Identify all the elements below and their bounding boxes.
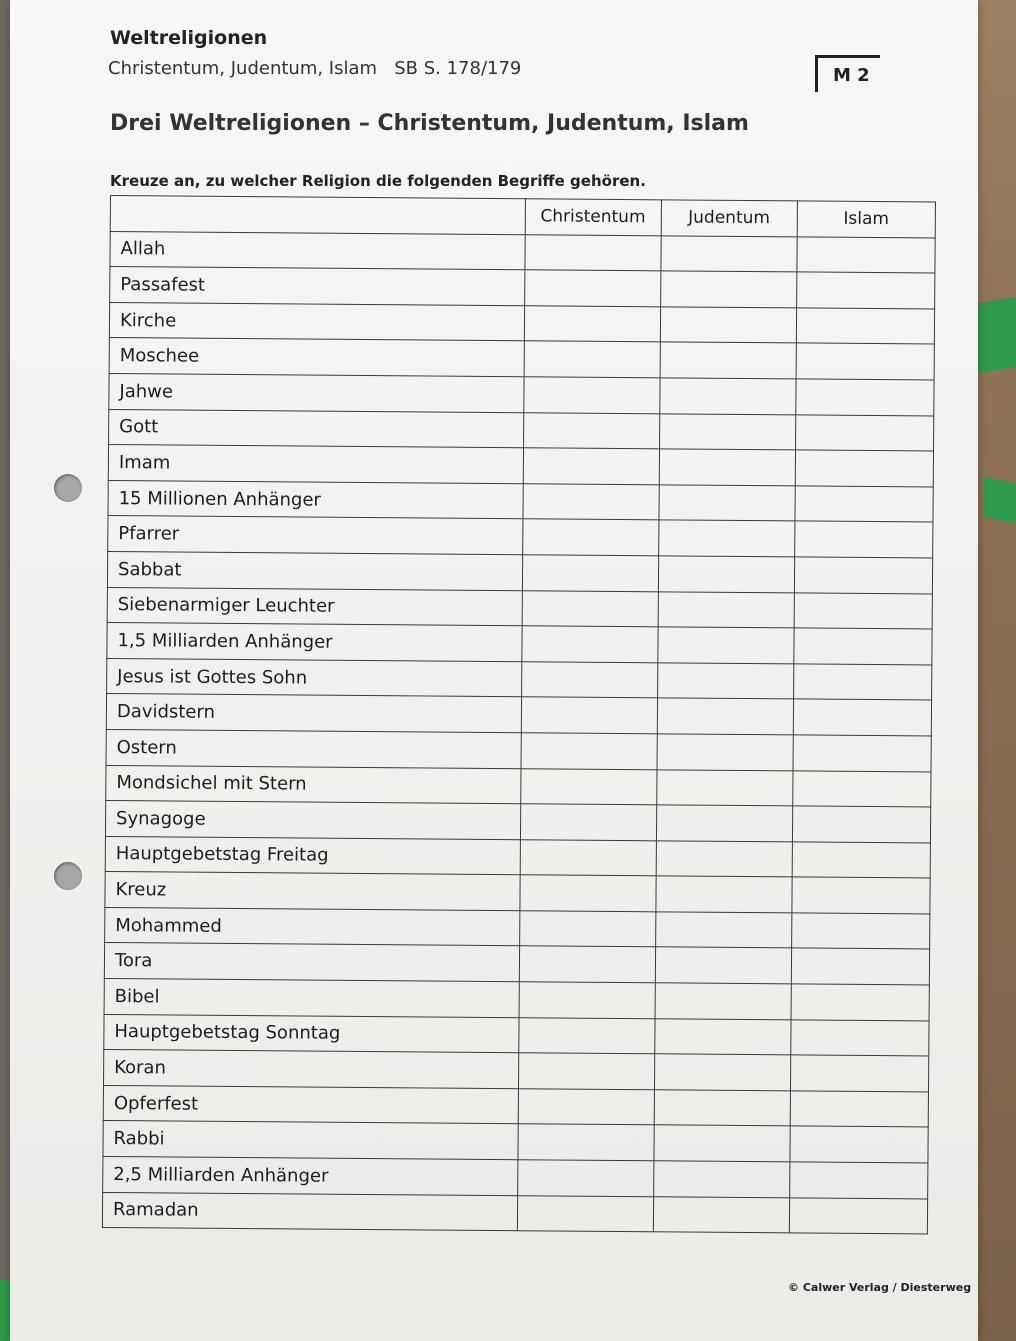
checkbox-cell-islam[interactable] bbox=[796, 272, 934, 309]
term-label: Siebenarmiger Leuchter bbox=[107, 587, 522, 626]
checkbox-cell-judentum[interactable] bbox=[657, 734, 793, 771]
header-judentum: Judentum bbox=[661, 200, 797, 237]
checkbox-cell-islam[interactable] bbox=[794, 557, 932, 594]
checkbox-cell-islam[interactable] bbox=[791, 948, 929, 985]
term-label: Koran bbox=[104, 1050, 519, 1089]
checkbox-cell-islam[interactable] bbox=[794, 521, 932, 558]
checkbox-cell-judentum[interactable] bbox=[657, 698, 793, 735]
checkbox-cell-judentum[interactable] bbox=[656, 805, 792, 842]
checkbox-cell-christentum[interactable] bbox=[524, 341, 660, 378]
checkbox-cell-islam[interactable] bbox=[791, 1020, 929, 1057]
religion-table bbox=[102, 195, 936, 1235]
material-badge-label: M 2 bbox=[833, 65, 870, 86]
term-label: Jesus ist Gottes Sohn bbox=[107, 658, 522, 697]
term-label: 2,5 Milliarden Anhänger bbox=[103, 1157, 518, 1196]
checkbox-cell-judentum[interactable] bbox=[659, 485, 795, 522]
term-label: Mohammed bbox=[105, 907, 520, 946]
checkbox-cell-christentum[interactable] bbox=[519, 982, 655, 1019]
checkbox-cell-islam[interactable] bbox=[797, 236, 935, 273]
checkbox-cell-islam[interactable] bbox=[793, 699, 931, 736]
checkbox-cell-judentum[interactable] bbox=[660, 342, 796, 379]
checkbox-cell-christentum[interactable] bbox=[521, 661, 657, 698]
checkbox-cell-christentum[interactable] bbox=[518, 1089, 654, 1126]
term-label: Jahwe bbox=[109, 373, 524, 412]
checkbox-cell-judentum[interactable] bbox=[660, 271, 796, 308]
checkbox-cell-christentum[interactable] bbox=[522, 519, 658, 556]
header-subtitle: Christentum, Judentum, Islam SB S. 178/179 bbox=[108, 58, 522, 79]
checkbox-cell-judentum[interactable] bbox=[658, 520, 794, 557]
punch-hole-lower bbox=[54, 862, 82, 890]
checkbox-cell-islam[interactable] bbox=[791, 984, 929, 1021]
header-christentum: Christentum bbox=[525, 199, 661, 236]
checkbox-cell-islam[interactable] bbox=[795, 486, 933, 523]
checkbox-cell-christentum[interactable] bbox=[520, 875, 656, 912]
checkbox-cell-islam[interactable] bbox=[790, 1126, 928, 1163]
term-label: Bibel bbox=[104, 979, 519, 1018]
checkbox-cell-judentum[interactable] bbox=[656, 769, 792, 806]
checkbox-cell-christentum[interactable] bbox=[522, 590, 658, 627]
checkbox-cell-christentum[interactable] bbox=[523, 448, 659, 485]
checkbox-cell-christentum[interactable] bbox=[520, 804, 656, 841]
checkbox-cell-judentum[interactable] bbox=[654, 1018, 790, 1055]
term-label: Davidstern bbox=[106, 694, 521, 733]
term-label: Rabbi bbox=[103, 1121, 518, 1160]
checkbox-cell-christentum[interactable] bbox=[520, 839, 656, 876]
term-label: Mondsichel mit Stern bbox=[106, 765, 521, 804]
term-label: Sabbat bbox=[107, 551, 522, 590]
copyright-footer: © Calwer Verlag / Diesterweg bbox=[788, 1281, 972, 1294]
term-label: Gott bbox=[109, 409, 524, 448]
checkbox-cell-islam[interactable] bbox=[792, 842, 930, 879]
checkbox-cell-judentum[interactable] bbox=[661, 235, 797, 272]
checkbox-cell-islam[interactable] bbox=[796, 308, 934, 345]
checkbox-cell-christentum[interactable] bbox=[517, 1160, 653, 1197]
checkbox-cell-christentum[interactable] bbox=[520, 768, 656, 805]
checkbox-cell-christentum[interactable] bbox=[521, 733, 657, 770]
term-label: Synagoge bbox=[105, 801, 520, 840]
term-label: 15 Millionen Anhänger bbox=[108, 480, 523, 519]
checkbox-cell-judentum[interactable] bbox=[660, 307, 796, 344]
checkbox-cell-judentum[interactable] bbox=[656, 840, 792, 877]
checkbox-cell-judentum[interactable] bbox=[658, 591, 794, 628]
checkbox-cell-judentum[interactable] bbox=[655, 983, 791, 1020]
checkbox-cell-judentum[interactable] bbox=[653, 1196, 789, 1233]
checkbox-cell-islam[interactable] bbox=[793, 735, 931, 772]
checkbox-cell-judentum[interactable] bbox=[654, 1090, 790, 1127]
checkbox-cell-islam[interactable] bbox=[796, 343, 934, 380]
header-term-cell bbox=[110, 196, 525, 235]
checkbox-cell-judentum[interactable] bbox=[656, 876, 792, 913]
green-folder-edge bbox=[976, 296, 1016, 373]
checkbox-cell-christentum[interactable] bbox=[521, 626, 657, 663]
checkbox-cell-christentum[interactable] bbox=[524, 306, 660, 343]
checkbox-cell-christentum[interactable] bbox=[518, 1017, 654, 1054]
term-label: Tora bbox=[104, 943, 519, 982]
checkbox-cell-islam[interactable] bbox=[792, 806, 930, 843]
sheet-title: Drei Weltreligionen – Christentum, Judentum, Islam bbox=[110, 111, 749, 136]
term-label: Ramadan bbox=[102, 1192, 517, 1231]
term-label: Ostern bbox=[106, 729, 521, 768]
table-body bbox=[102, 231, 935, 1234]
checkbox-cell-islam[interactable] bbox=[795, 414, 933, 451]
checkbox-cell-islam[interactable] bbox=[790, 1091, 928, 1128]
term-label: Moschee bbox=[109, 338, 524, 377]
checkbox-cell-islam[interactable] bbox=[795, 450, 933, 487]
checkbox-cell-judentum[interactable] bbox=[659, 413, 795, 450]
checkbox-cell-christentum[interactable] bbox=[519, 911, 655, 948]
checkbox-cell-judentum[interactable] bbox=[658, 556, 794, 593]
checkbox-cell-judentum[interactable] bbox=[659, 449, 795, 486]
checkbox-cell-islam[interactable] bbox=[793, 770, 931, 807]
checkbox-cell-islam[interactable] bbox=[793, 664, 931, 701]
checkbox-cell-christentum[interactable] bbox=[517, 1195, 653, 1232]
checkbox-cell-islam[interactable] bbox=[789, 1162, 927, 1199]
checkbox-cell-islam[interactable] bbox=[789, 1197, 927, 1234]
term-label: Hauptgebetstag Sonntag bbox=[104, 1014, 519, 1053]
checkbox-cell-christentum[interactable] bbox=[523, 484, 659, 521]
checkbox-cell-judentum[interactable] bbox=[654, 1125, 790, 1162]
term-label: Imam bbox=[108, 445, 523, 484]
checkbox-cell-islam[interactable] bbox=[794, 592, 932, 629]
checkbox-cell-islam[interactable] bbox=[792, 877, 930, 914]
punch-hole-upper bbox=[54, 474, 82, 502]
checkbox-cell-christentum[interactable] bbox=[521, 697, 657, 734]
checkbox-cell-islam[interactable] bbox=[790, 1055, 928, 1092]
checkbox-cell-judentum[interactable] bbox=[654, 1054, 790, 1091]
term-label: Passafest bbox=[110, 267, 525, 306]
checkbox-cell-christentum[interactable] bbox=[523, 377, 659, 414]
header-title: Weltreligionen bbox=[110, 27, 268, 49]
checkbox-cell-christentum[interactable] bbox=[518, 1053, 654, 1090]
term-label: Kirche bbox=[109, 302, 524, 341]
worksheet-paper bbox=[10, 0, 978, 1341]
term-label: 1,5 Milliarden Anhänger bbox=[107, 623, 522, 662]
green-folder-edge-lower bbox=[984, 477, 1016, 524]
checkbox-cell-judentum[interactable] bbox=[658, 627, 794, 664]
checkbox-cell-judentum[interactable] bbox=[660, 378, 796, 415]
checkbox-cell-judentum[interactable] bbox=[655, 912, 791, 949]
term-label: Hauptgebetstag Freitag bbox=[105, 836, 520, 875]
instruction-text: Kreuze an, zu welcher Religion die folgenden Begriffe gehören. bbox=[110, 172, 646, 190]
checkbox-cell-christentum[interactable] bbox=[518, 1124, 654, 1161]
term-label: Allah bbox=[110, 231, 525, 270]
material-badge bbox=[815, 55, 880, 92]
checkbox-cell-islam[interactable] bbox=[791, 913, 929, 950]
checkbox-cell-islam[interactable] bbox=[794, 628, 932, 665]
header-islam: Islam bbox=[797, 201, 935, 238]
checkbox-cell-judentum[interactable] bbox=[653, 1161, 789, 1198]
checkbox-cell-christentum[interactable] bbox=[525, 234, 661, 271]
term-label: Pfarrer bbox=[108, 516, 523, 555]
checkbox-cell-christentum[interactable] bbox=[522, 555, 658, 592]
checkbox-cell-christentum[interactable] bbox=[523, 412, 659, 449]
checkbox-cell-christentum[interactable] bbox=[519, 946, 655, 983]
checkbox-cell-judentum[interactable] bbox=[657, 663, 793, 700]
term-label: Opferfest bbox=[103, 1085, 518, 1124]
religion-table-wrapper bbox=[102, 195, 936, 1235]
table-row bbox=[102, 1192, 927, 1234]
checkbox-cell-judentum[interactable] bbox=[655, 947, 791, 984]
checkbox-cell-islam[interactable] bbox=[796, 379, 934, 416]
checkbox-cell-christentum[interactable] bbox=[524, 270, 660, 307]
term-label: Kreuz bbox=[105, 872, 520, 911]
